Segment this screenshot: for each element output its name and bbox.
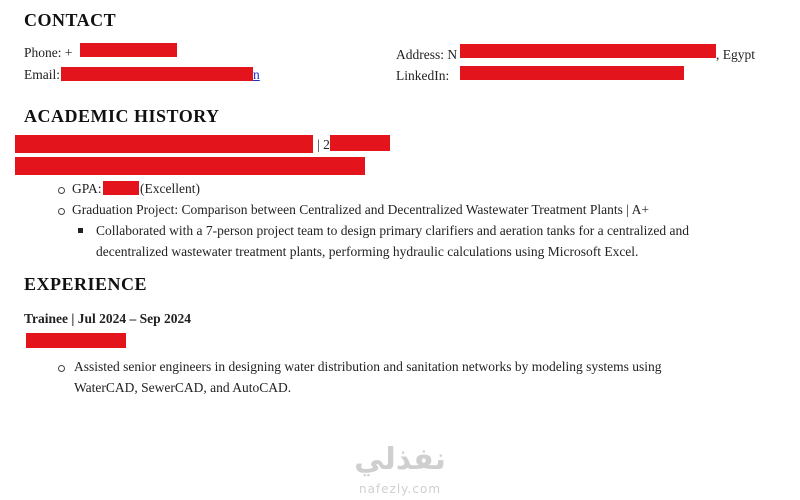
circle-bullet-icon <box>58 365 65 372</box>
address-country: , Egypt <box>716 47 755 62</box>
date-redaction <box>330 135 390 151</box>
email-label: Email: <box>24 67 60 82</box>
linkedin-redaction <box>460 66 684 80</box>
square-bullet-icon <box>78 228 83 233</box>
degree-redaction <box>15 135 313 153</box>
gpa-label: GPA: <box>72 181 102 196</box>
university-redaction <box>15 157 365 175</box>
phone-redaction <box>80 43 177 57</box>
contact-heading: CONTACT <box>24 10 117 30</box>
linkedin-label: LinkedIn: <box>396 68 450 83</box>
degree-separator: | 2 <box>317 137 330 152</box>
graduation-project: Graduation Project: Comparison between Centralized and Decentralized Wastewater Treatment Plants | A+ <box>72 202 649 217</box>
phone-label: Phone: + <box>24 45 73 60</box>
project-detail-line2: decentralized wastewater treatment plants, performing hydraulic calculations using Microsoft Excel. <box>96 244 639 259</box>
address-redaction <box>460 44 716 58</box>
experience-bullet-line1: Assisted senior engineers in designing water distribution and sanitation networks by modeling systems using <box>74 359 662 374</box>
project-detail-line1: Collaborated with a 7-person project team to design primary clarifiers and aeration tanks for a centralized and <box>96 223 690 238</box>
email-link-tail[interactable]: n <box>253 67 260 82</box>
experience-heading: EXPERIENCE <box>24 274 148 294</box>
circle-bullet-icon <box>58 187 65 194</box>
gpa-redaction <box>103 181 139 195</box>
gpa-grade: (Excellent) <box>140 181 200 196</box>
email-redaction <box>61 67 253 81</box>
watermark-arabic: نفذلي <box>354 442 446 477</box>
academic-heading: ACADEMIC HISTORY <box>24 106 220 126</box>
job-title: Trainee | Jul 2024 – Sep 2024 <box>24 311 191 326</box>
company-redaction <box>26 333 126 348</box>
circle-bullet-icon <box>58 208 65 215</box>
address-label: Address: N <box>396 47 458 62</box>
experience-bullet-line2: WaterCAD, SewerCAD, and AutoCAD. <box>74 380 292 395</box>
watermark-url: nafezly.com <box>358 482 442 496</box>
